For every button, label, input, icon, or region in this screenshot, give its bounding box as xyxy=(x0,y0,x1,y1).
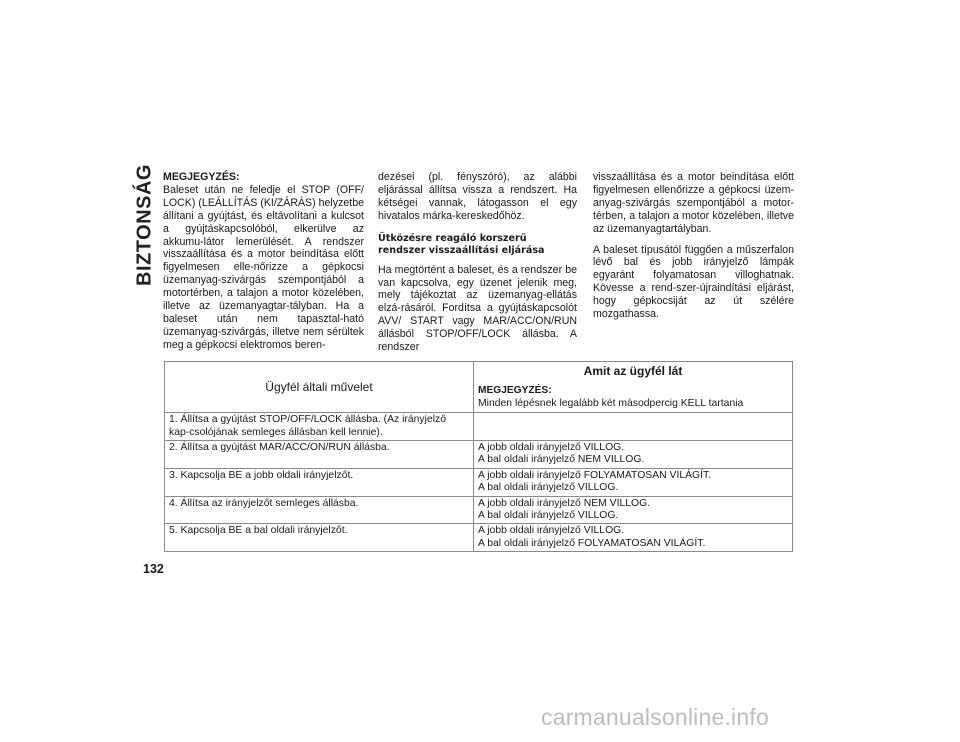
table-row xyxy=(165,468,793,496)
table-cell-result xyxy=(474,468,793,496)
result-line: A jobb oldali irányjelző VILLOG. xyxy=(478,525,625,537)
note-title: MEGJEGYZÉS: xyxy=(163,171,240,183)
column-2 xyxy=(378,171,577,354)
table-row xyxy=(165,524,793,552)
result-line: A bal oldali irányjelző VILLOG. xyxy=(478,510,619,522)
table-header-row xyxy=(165,362,793,413)
result-line: A bal oldali irányjelző VILLOG. xyxy=(478,482,619,494)
table-header-action: Ügyfél általi művelet xyxy=(165,362,474,413)
table-cell-action: 2. Állítsa a gyújtást MAR/ACC/ON/RUN állásba. xyxy=(165,441,474,469)
table-cell-action: 5. Kapcsolja BE a bal oldali irányjelzőt. xyxy=(165,524,474,552)
section-subheading: Ütközésre reagáló korszerű rendszer visszaállítási eljárása xyxy=(378,232,545,257)
reset-procedure-table xyxy=(164,361,793,552)
section-tab xyxy=(133,164,157,286)
result-line: A jobb oldali irányjelző VILLOG. xyxy=(478,442,625,454)
table-row xyxy=(165,496,793,524)
table-cell-action: 1. Állítsa a gyújtást STOP/OFF/LOCK állásba. (Az irányjelző kap-csolójának semleges állásban kell lennie). xyxy=(165,413,474,441)
table-row xyxy=(165,413,793,441)
column-3-paragraph-1: visszaállítása és a motor beindítása előtt figyelmesen ellenőrizze a gépkocsi üzem-anyag-szivárgás szempontjából a motor-térben, a talajon a motor közelében, illetve az üzemanyagtartályban. xyxy=(593,171,794,235)
column-2-paragraph-2: Ha megtörtént a baleset, és a rendszer be van kapcsolva, egy üzenet jelenik meg, mely tájékoztat az üzemanyag-ellátás elzá-rásáról. Fordítsa a gyújtáskapcsolót AVV/ START vagy MAR/ACC/ON/RUN állásból STOP/OFF/LOCK állásba. A rendszer xyxy=(378,263,577,354)
result-line: A jobb oldali irányjelző FOLYAMATOSAN VILÁGÍT. xyxy=(478,469,712,481)
column-2-paragraph-1: dezései (pl. fényszóró), az alábbi eljárással állítsa vissza a rendszert. Ha kétségei vannak, látogasson el egy hivatalos márka-kereskedőhöz. xyxy=(378,171,577,222)
result-line: A bal oldali irányjelző FOLYAMATOSAN VILÁGÍT. xyxy=(478,537,706,549)
column-1 xyxy=(163,171,364,352)
table-cell-result xyxy=(474,441,793,469)
section-tab-label: BIZTONSÁG xyxy=(133,164,156,286)
column-3 xyxy=(593,171,794,321)
result-line: A jobb oldali irányjelző NEM VILLOG. xyxy=(478,497,651,509)
table-row xyxy=(165,441,793,469)
table-cell-result xyxy=(474,524,793,552)
table-cell-result xyxy=(474,413,793,441)
table-cell-action: 3. Kapcsolja BE a jobb oldali irányjelzőt. xyxy=(165,468,474,496)
table-header-note-title: MEGJEGYZÉS: xyxy=(478,385,552,397)
result-line: A bal oldali irányjelző NEM VILLOG. xyxy=(478,454,645,466)
watermark-text: carmanualsonline.info xyxy=(541,704,769,730)
table-header-note-text: Minden lépésnek legalább két másodpercig KELL tartania xyxy=(478,397,744,409)
page-number: 132 xyxy=(143,562,164,576)
table-cell-action: 4. Állítsa az irányjelzőt semleges állásba. xyxy=(165,496,474,524)
column-3-paragraph-2: A baleset típusától függően a műszerfalon lévő bal és jobb irányjelző lámpák egyaránt folyamatosan villoghatnak. Kövesse a rend-szer-újraindítási eljárást, hogy gépkocsiját az út szélére mozgathassa. xyxy=(593,243,794,321)
table-header-result-title: Amit az ügyfél lát xyxy=(583,364,683,378)
table-header-result xyxy=(474,362,793,413)
table-cell-result xyxy=(474,496,793,524)
note-text: Baleset után ne feledje el STOP (OFF/ LOCK) (LEÁLLÍTÁS (KI/ZÁRÁS) helyzetbe állítani a gyújtást, és eltávolítani a kulcsot a gyújtáskapcsolóból, elkerülve az akkumu-látor lemerülését. A rendszer visszaállítása és a motor beindítása előtt figyelmesen elle-nőrizze a gépkocsi üzemanyag-szivárgás szempontjából a motortérben, a talajon a motor közelében, illetve az üzemanyagtar-tályban. Ha a baleset után nem tapasztal-ható üzemanyag-szivárgás, illetve nem sérültek meg a gépkocsi elektromos beren- xyxy=(163,183,364,351)
